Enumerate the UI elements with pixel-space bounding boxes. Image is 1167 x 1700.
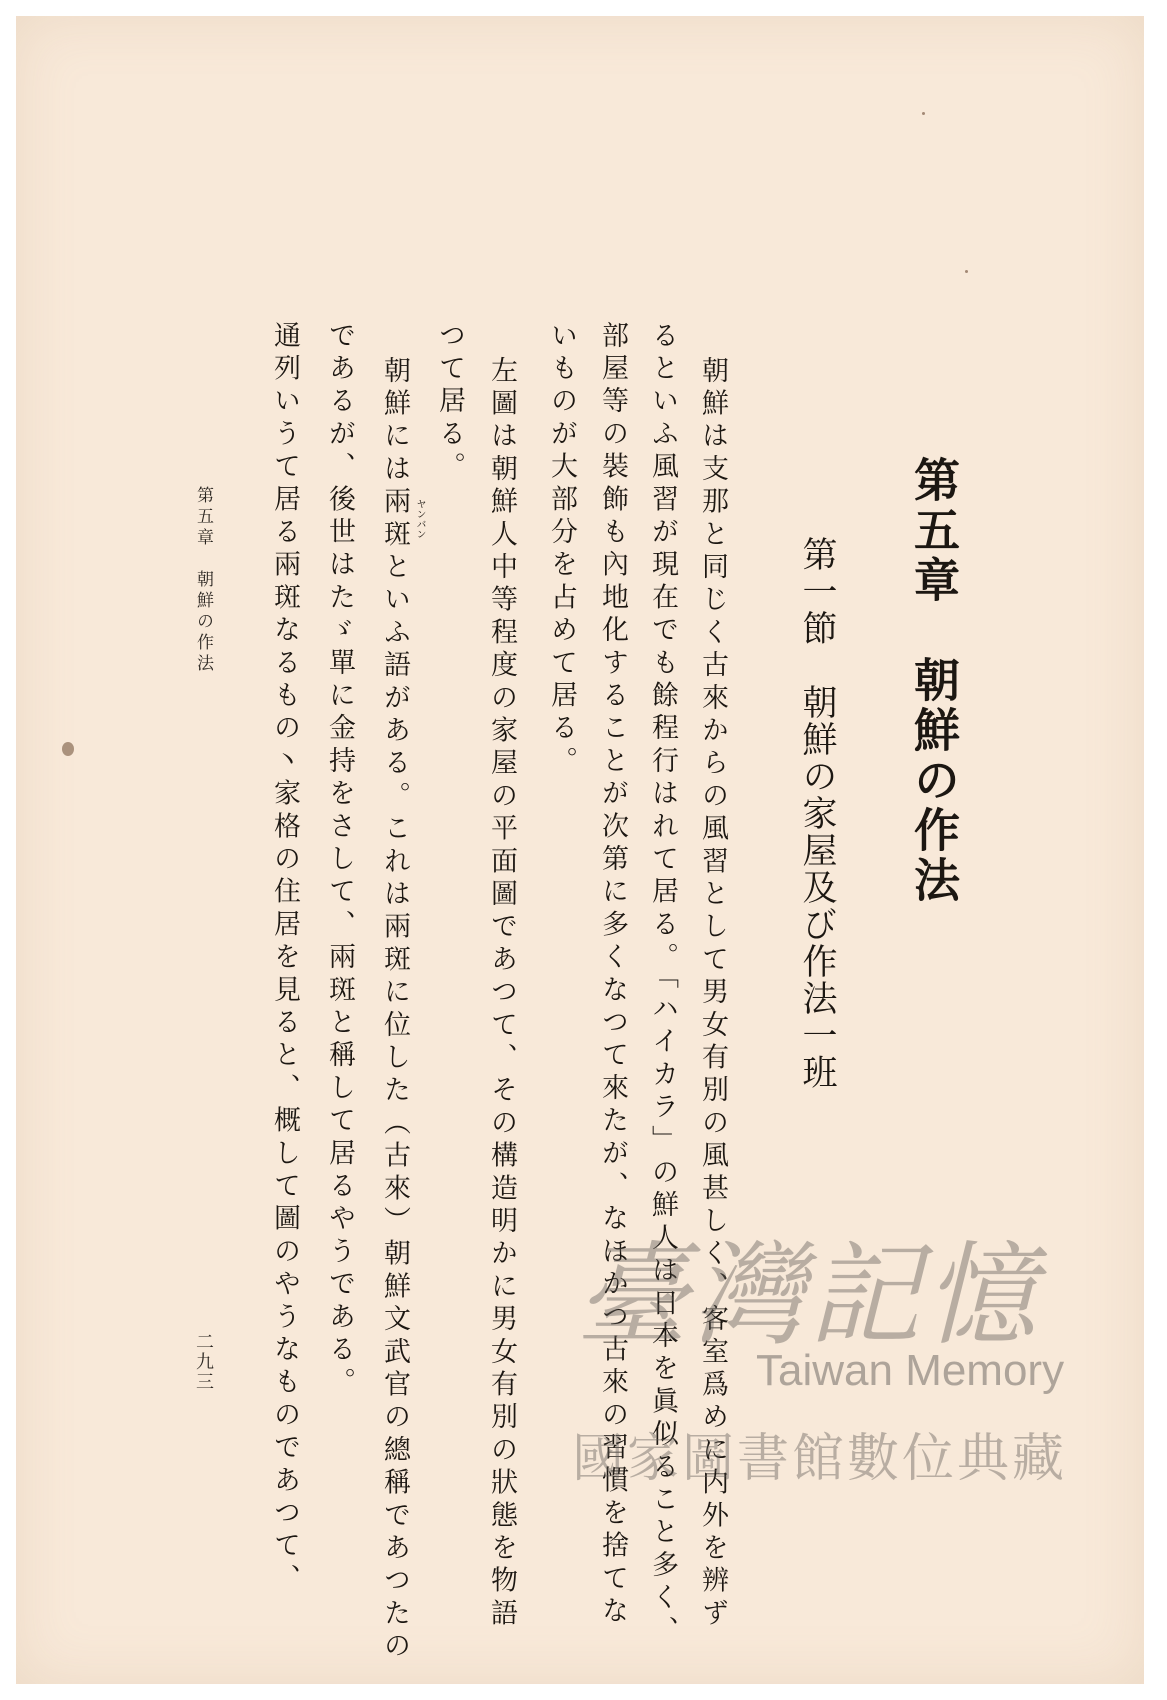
section-title: 第一節 朝鮮の家屋及び作法一班	[797, 536, 837, 1091]
page-number: 二九三	[193, 1332, 214, 1392]
body-line-7: 朝鮮には兩斑といふ語がある。これは兩斑に位した（古來）朝鮮文武官の總稱であつたの	[379, 356, 410, 1664]
body-line-2: るといふ風習が現在でも餘程行はれて居る。「ハイカラ」の鮮人は日本を眞似ること多く、	[647, 321, 678, 1649]
body-line-4: いものが大部分を占めて居る。	[546, 321, 577, 779]
paper-speck	[922, 112, 925, 115]
book-page	[16, 16, 1144, 1684]
body-line-8: であるが、後世はたゞ單に金持をさして、兩斑と稱して居るやうである。	[324, 321, 355, 1401]
paper-speck	[965, 270, 968, 273]
watermark-library: 國家圖書館數位典藏	[572, 1429, 1068, 1489]
footer-chapter-title: 第五章 朝鮮の作法	[193, 486, 213, 675]
watermark-english: Taiwan Memory	[756, 1346, 1065, 1395]
body-line-3: 部屋等の裝飾も內地化することが次第に多くなつて來たが、なほかつ古來の習慣を捨てな	[597, 321, 628, 1629]
chapter-title: 第五章 朝鮮の作法	[907, 456, 961, 906]
body-line-5: 左圖は朝鮮人中等程度の家屋の平面圖であつて、その構造明かに男女有別の狀態を物語	[486, 356, 517, 1632]
ruby-yangban: ヤンバン	[414, 499, 425, 539]
body-line-9: 通列いうて居る兩斑なるもの丶家格の住居を見ると、概して圖のやうなものであつて、	[269, 321, 300, 1597]
paper-stain	[62, 742, 74, 756]
body-line-6: つて居る。	[434, 321, 465, 485]
watermark-logo: 臺灣記憶	[576, 1231, 1040, 1361]
body-line-1: 朝鮮は支那と同じく古來からの風習として男女有別の風甚しく、客室爲めに内外を辨ず	[697, 356, 728, 1632]
